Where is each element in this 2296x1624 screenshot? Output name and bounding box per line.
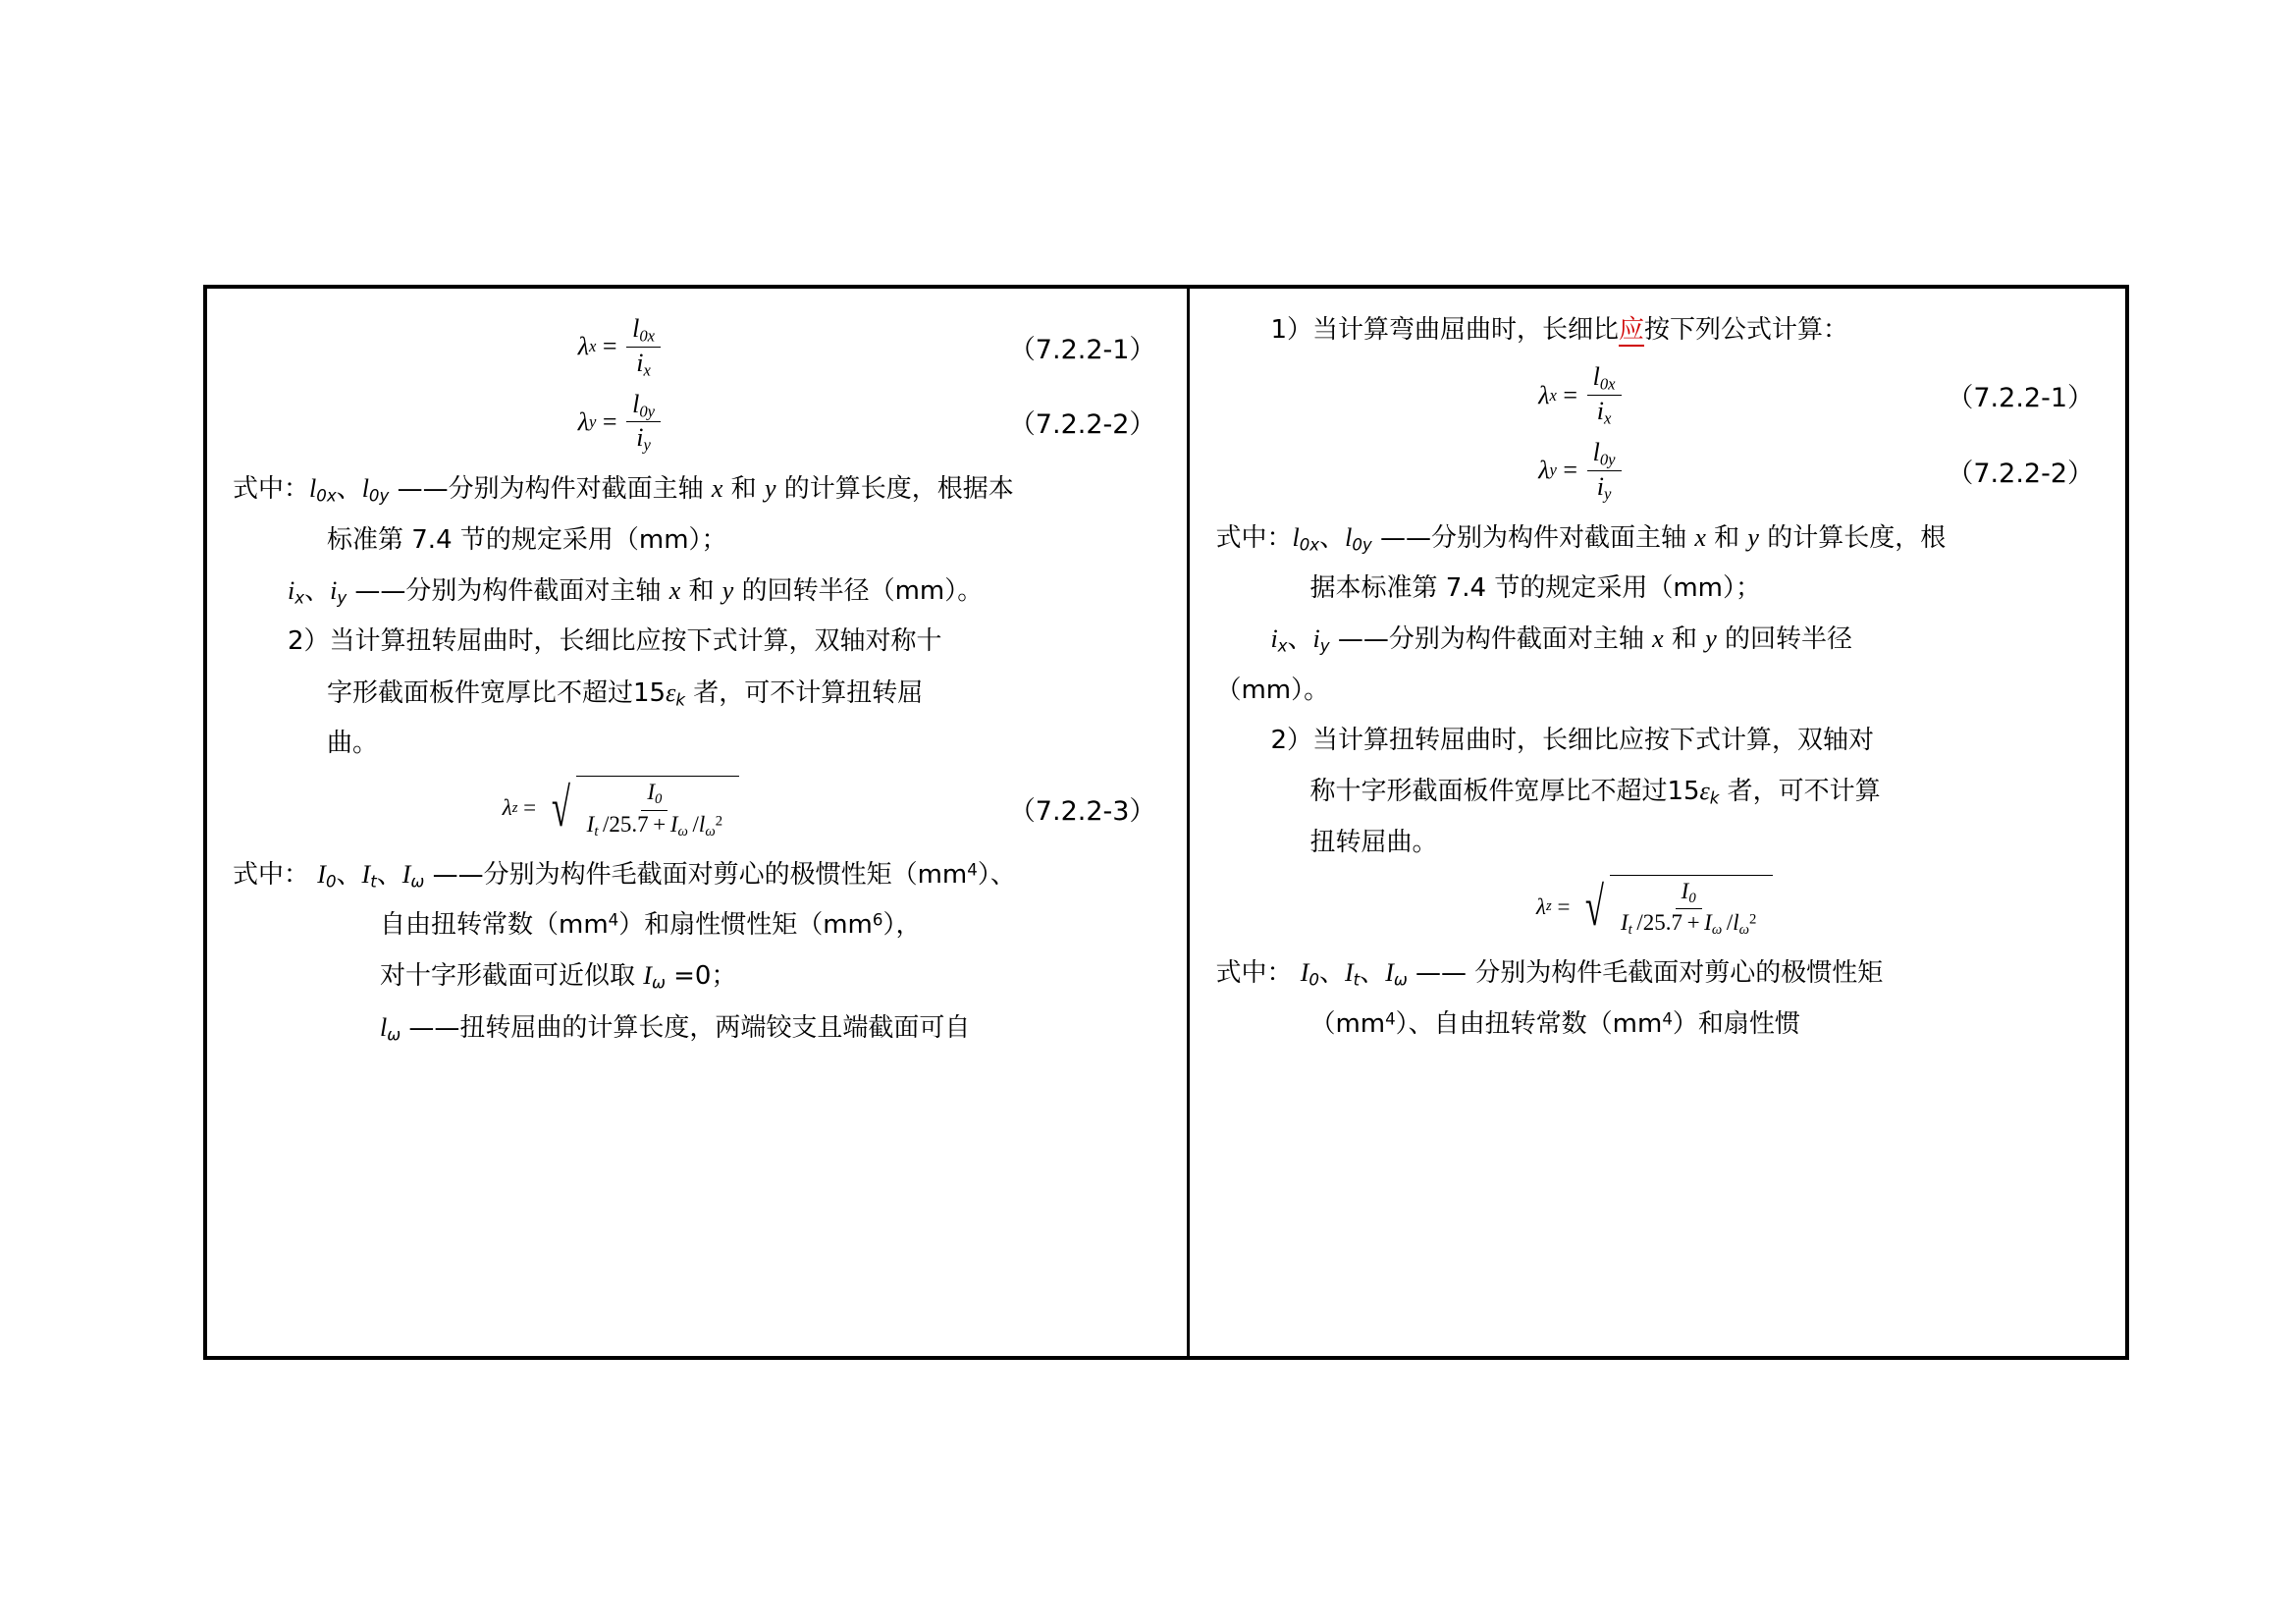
equation-number: （7.2.2-1）	[1947, 383, 2094, 414]
paragraph: 式中： $I_0$、$I_t$、$I_\omega$ —— 分别为构件毛截面对剪心的极惯性矩	[1215, 958, 1884, 990]
equation-body: λ x = $\frac{l_{0x}}{i_x}$	[233, 314, 1009, 380]
paragraph: 2）当计算扭转屈曲时，长细比应按下式计算，双轴对	[1270, 726, 1874, 756]
paragraph: 式中：$l_{0x}$、$l_{0y}$ ——分别为构件对截面主轴 x 和 y 的计算长度，根	[1215, 522, 1947, 555]
equation-7-2-2-2-right	[1215, 438, 2100, 504]
equation-7-2-2-3-right	[1215, 875, 2100, 939]
paragraph-with-revision	[1215, 306, 2100, 354]
paragraph: $i_x$、$i_y$ ——分别为构件截面对主轴 x 和 y 的回转半径	[1270, 624, 1853, 656]
paragraph: 据本标准第 7.4 节的规定采用（mm）；	[1309, 572, 1761, 603]
paragraph: $l_\omega$ ——扭转屈曲的计算长度，两端铰支且端截面可自	[380, 1012, 971, 1045]
paragraph: $i_x$、$i_y$ ——分别为构件截面对主轴 x 和 y 的回转半径（mm）。	[288, 575, 984, 608]
equation-body: λ z = √ $\frac{I_0}{I_t /25.7 + I_\omega /l_\omega^2}$	[1215, 875, 2094, 939]
equation-number: （7.2.2-2）	[1008, 409, 1156, 441]
equation-7-2-2-2-left	[233, 390, 1161, 456]
paragraph: 称十字形截面板件宽厚比不超过$15\varepsilon_k$ 者，可不计算	[1309, 777, 1881, 809]
paragraph: 标准第 7.4 节的规定采用（mm）；	[327, 524, 727, 555]
paragraph: （mm）。	[1215, 675, 1330, 705]
equation-body: λ x = $\frac{l_{0x}}{i_x}$	[1215, 362, 1947, 428]
revision-prefix: 1）当计算弯曲屈曲时，长细比	[1270, 315, 1619, 345]
equation-number: （7.2.2-2）	[1947, 458, 2094, 489]
paragraph: 式中：$l_{0x}$、$l_{0y}$ ——分别为构件对截面主轴 x 和 y 的计算长度，根据本	[233, 474, 1014, 506]
equation-number: （7.2.2-1）	[1008, 334, 1156, 365]
paragraph: $(mm^4)$、自由扭转常数$(mm^4)$和扇性惯	[1309, 1008, 1800, 1039]
equation-body: λ z = √ $\frac{I_0}{I_t /25.7 + I_\omega /l_\omega^2}$	[233, 776, 1009, 839]
equation-7-2-2-1-left	[233, 314, 1161, 380]
paragraph: 曲。	[327, 729, 379, 759]
comparison-table	[203, 285, 2129, 1360]
equation-body: λ y = $\frac{l_{0y}}{i_y}$	[1215, 438, 1947, 504]
paragraph: 2）当计算扭转屈曲时，长细比应按下式计算，双轴对称十	[288, 626, 942, 657]
paragraph: 扭转屈曲。	[1309, 827, 1438, 857]
equation-7-2-2-3-left	[233, 776, 1161, 839]
revised-text-column	[1190, 289, 2125, 1356]
equation-body: λ y = $\frac{l_{0y}}{i_y}$	[233, 390, 1009, 456]
paragraph: 字形截面板件宽厚比不超过$15\varepsilon_k$ 者，可不计算扭转屈	[327, 677, 924, 710]
revision-suffix: 按下列公式计算：	[1644, 315, 1849, 345]
equation-7-2-2-1-right	[1215, 362, 2100, 428]
revision-highlight: 应	[1618, 315, 1644, 345]
paragraph: 对十字形截面可近似取 $I_\omega =0$；	[380, 961, 737, 993]
paragraph: 自由扭转常数$(mm^4)$和扇性惯性矩$(mm^6)$，	[380, 909, 922, 940]
equation-number: （7.2.2-3）	[1008, 795, 1156, 827]
original-text-column	[207, 289, 1190, 1356]
paragraph: 式中： $I_0$、$I_t$、$I_\omega$ ——分别为构件毛截面对剪心的极惯性矩$(mm^4)$、	[233, 859, 1016, 892]
